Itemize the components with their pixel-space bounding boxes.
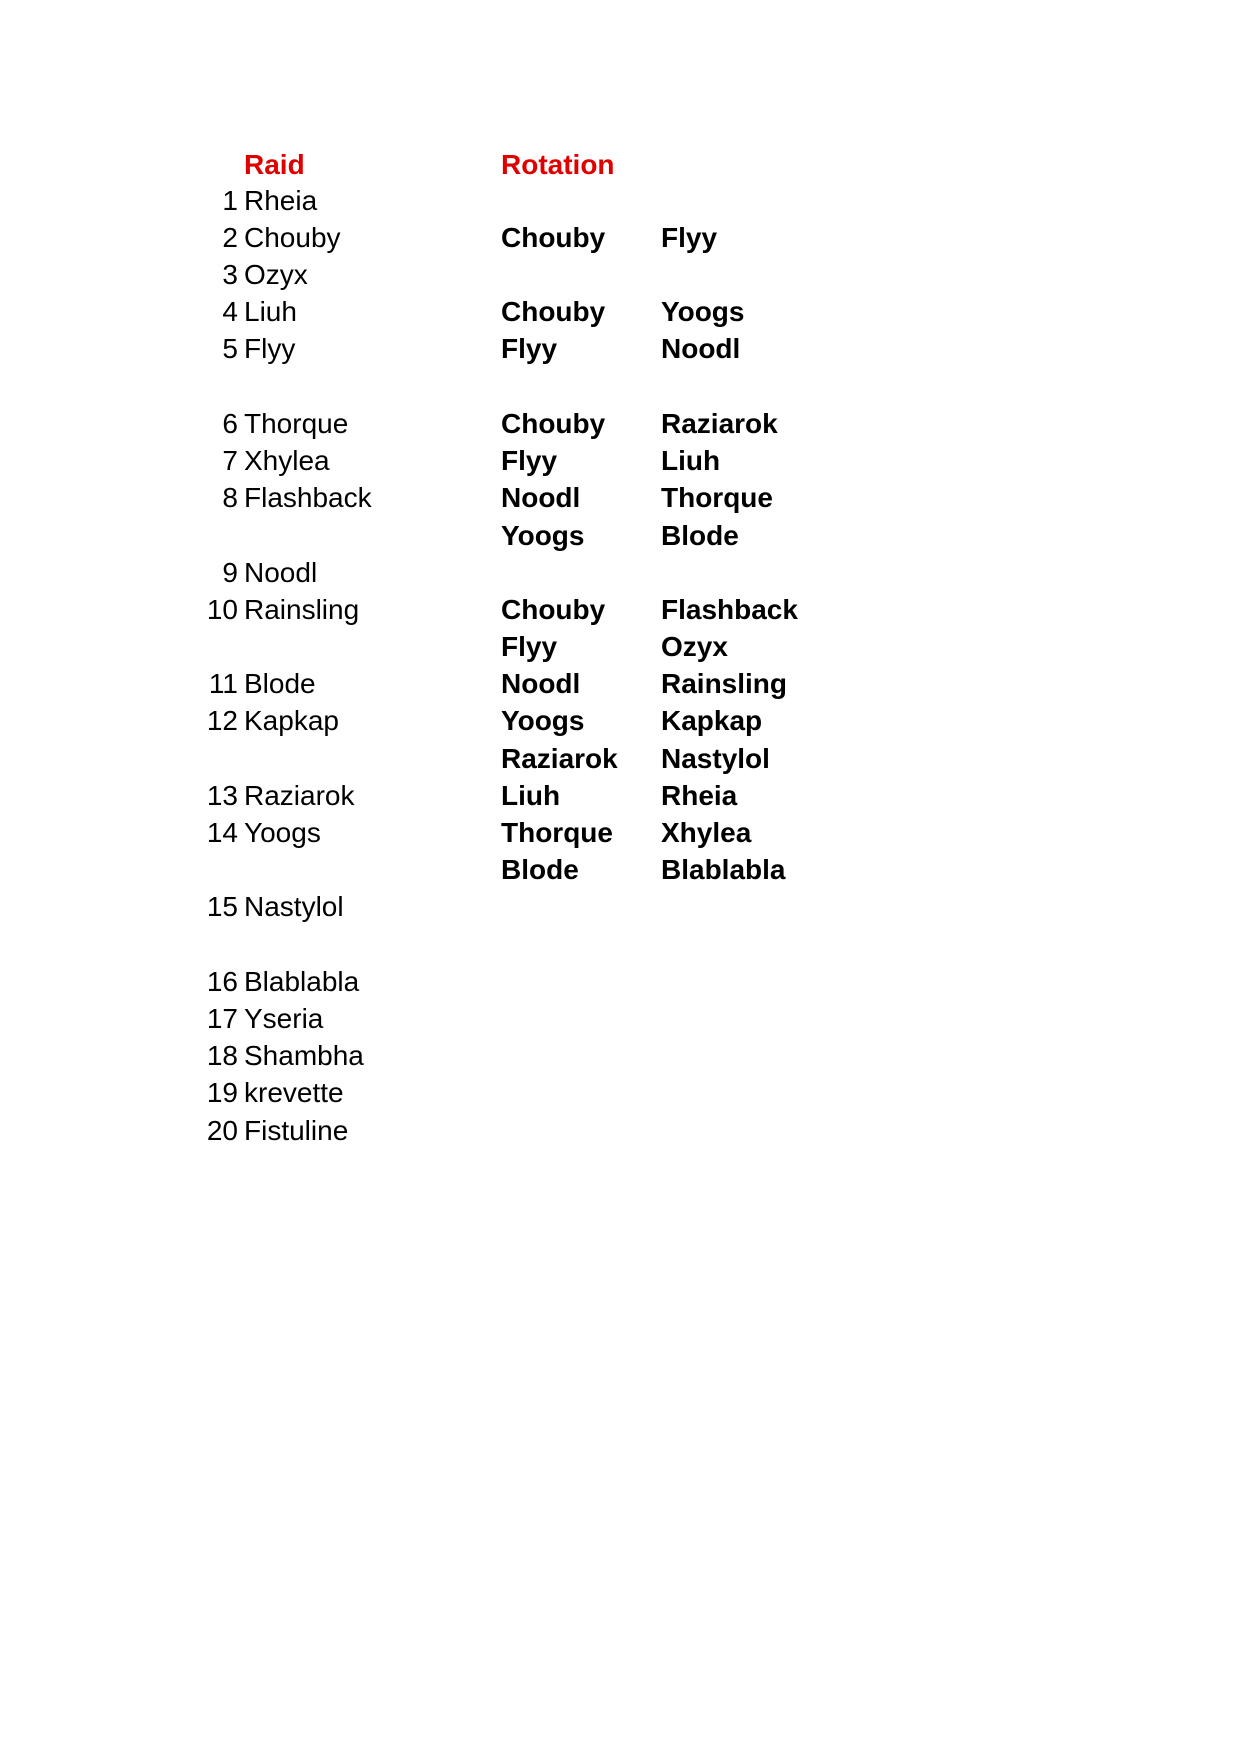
raid-row: [0, 293, 1241, 330]
rotation-member-b: Kapkap: [661, 705, 763, 736]
raid-number: 4: [222, 296, 238, 327]
rotation-member-b: Thorque: [661, 482, 773, 513]
rotation-member-b: Yoogs: [661, 296, 745, 327]
raid-member-name: Rainsling: [244, 594, 360, 625]
rotation-member-a: Chouby: [501, 222, 606, 253]
raid-number: 12: [206, 705, 238, 736]
raid-row: [0, 405, 1241, 442]
raid-row: [0, 330, 1241, 367]
raid-row: [0, 814, 1241, 851]
raid-member-name: Fistuline: [244, 1115, 349, 1146]
rotation-member-b: Flyy: [661, 222, 718, 253]
raid-row: [0, 1074, 1241, 1111]
raid-number: 1: [222, 185, 238, 216]
raid-member-name: Noodl: [244, 557, 318, 588]
raid-row: [0, 256, 1241, 293]
rotation-member-b: Ozyx: [661, 631, 728, 662]
raid-row: [0, 442, 1241, 479]
raid-row: [0, 1037, 1241, 1074]
raid-row: [0, 963, 1241, 1000]
raid-member-name: Thorque: [244, 408, 349, 439]
raid-member-name: Raziarok: [244, 780, 355, 811]
rotation-only-row: [0, 628, 1241, 665]
raid-row: [0, 554, 1241, 591]
raid-member-name: Nastylol: [244, 891, 344, 922]
rotation-header: Rotation: [501, 149, 615, 180]
rotation-member-a: Flyy: [501, 445, 558, 476]
rotation-member-a: Noodl: [501, 668, 581, 699]
raid-row: [0, 777, 1241, 814]
raid-row: [0, 1112, 1241, 1149]
rotation-member-a: Chouby: [501, 296, 606, 327]
rotation-member-b: Rheia: [661, 780, 738, 811]
raid-row: [0, 591, 1241, 628]
raid-number: 16: [206, 966, 238, 997]
raid-number: 13: [206, 780, 238, 811]
rotation-member-a: Flyy: [501, 333, 558, 364]
rotation-member-a: Liuh: [501, 780, 561, 811]
rotation-member-b: Flashback: [661, 594, 798, 625]
rotation-member-a: Raziarok: [501, 743, 618, 774]
raid-member-name: Chouby: [244, 222, 341, 253]
raid-number: 7: [222, 445, 238, 476]
raid-number: 15: [206, 891, 238, 922]
rotation-member-a: Blode: [501, 854, 579, 885]
rotation-member-a: Yoogs: [501, 705, 585, 736]
raid-row: [0, 479, 1241, 516]
rotation-only-row: [0, 517, 1241, 554]
rotation-member-b: Rainsling: [661, 668, 788, 699]
raid-member-name: Blablabla: [244, 966, 360, 997]
raid-number: 18: [206, 1040, 238, 1071]
raid-row: [0, 219, 1241, 256]
raid-number: 14: [206, 817, 238, 848]
raid-number: 6: [222, 408, 238, 439]
raid-number: 2: [222, 222, 238, 253]
rotation-member-a: Chouby: [501, 594, 606, 625]
raid-member-name: Liuh: [244, 296, 297, 327]
rotation-member-a: Noodl: [501, 482, 581, 513]
raid-member-name: Flyy: [244, 333, 296, 364]
rotation-member-b: Raziarok: [661, 408, 778, 439]
rotation-member-b: Blode: [661, 520, 739, 551]
raid-member-name: Yoogs: [244, 817, 321, 848]
raid-member-name: Kapkap: [244, 705, 339, 736]
rotation-member-b: Noodl: [661, 333, 741, 364]
raid-header: Raid: [244, 149, 305, 180]
rotation-member-a: Thorque: [501, 817, 613, 848]
rotation-only-row: [0, 740, 1241, 777]
raid-row: [0, 888, 1241, 925]
raid-member-name: Ozyx: [244, 259, 308, 290]
raid-number: 9: [222, 557, 238, 588]
rotation-member-a: Flyy: [501, 631, 558, 662]
raid-number: 5: [222, 333, 238, 364]
rotation-member-b: Nastylol: [661, 743, 770, 774]
raid-number: 20: [206, 1115, 238, 1146]
raid-member-name: krevette: [244, 1077, 344, 1108]
raid-member-name: Rheia: [244, 185, 318, 216]
raid-number: 3: [222, 259, 238, 290]
rotation-member-a: Chouby: [501, 408, 606, 439]
raid-member-name: Flashback: [244, 482, 372, 513]
rotation-member-b: Blablabla: [661, 854, 786, 885]
raid-number: 10: [206, 594, 238, 625]
rotation-member-a: Yoogs: [501, 520, 585, 551]
raid-number: 19: [206, 1077, 238, 1108]
raid-row: [0, 182, 1241, 219]
raid-row: [0, 665, 1241, 702]
raid-row: [0, 1000, 1241, 1037]
raid-member-name: Yseria: [244, 1003, 324, 1034]
raid-member-name: Xhylea: [244, 445, 330, 476]
raid-number: 17: [206, 1003, 238, 1034]
raid-member-name: Shambha: [244, 1040, 364, 1071]
raid-number: 11: [208, 668, 238, 699]
rotation-member-b: Xhylea: [661, 817, 752, 848]
rotation-only-row: [0, 851, 1241, 888]
rotation-member-b: Liuh: [661, 445, 721, 476]
raid-row: [0, 702, 1241, 739]
raid-number: 8: [222, 482, 238, 513]
raid-member-name: Blode: [244, 668, 316, 699]
